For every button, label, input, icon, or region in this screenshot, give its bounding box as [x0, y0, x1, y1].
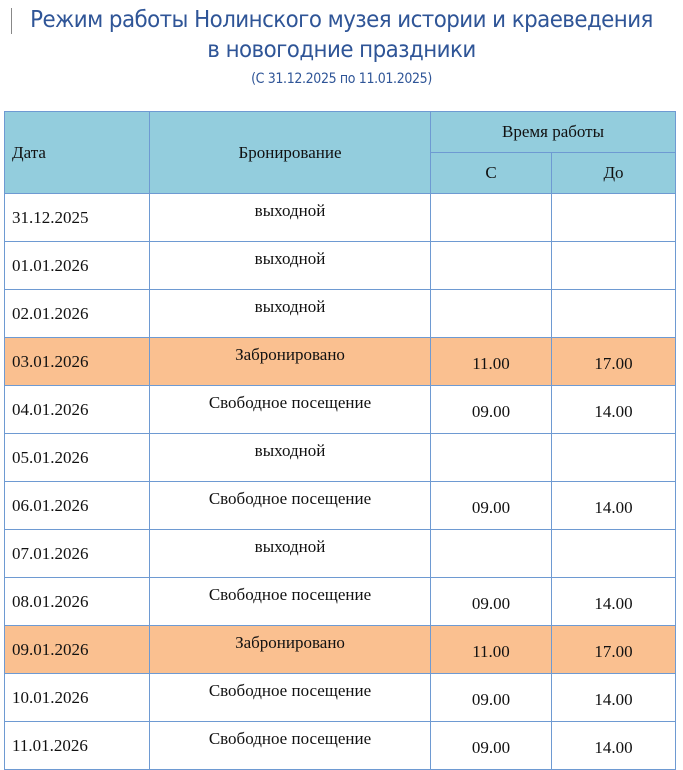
table-row	[5, 290, 676, 338]
table-row	[5, 482, 676, 530]
from-time-cell	[431, 434, 552, 482]
booking-cell: Свободное посещение	[150, 578, 431, 626]
to-time-cell: 14.00	[552, 578, 676, 626]
from-time-cell	[431, 290, 552, 338]
table-row	[5, 386, 676, 434]
header-booking: Бронирование	[150, 112, 431, 194]
table-row	[5, 530, 676, 578]
table-row	[5, 578, 676, 626]
booking-cell: Забронировано	[150, 338, 431, 386]
date-cell: 06.01.2026	[5, 482, 150, 530]
date-cell: 05.01.2026	[5, 434, 150, 482]
header-date: Дата	[5, 112, 150, 194]
text-cursor	[11, 8, 12, 34]
title-date-range: (С 31.12.2025 по 11.01.2025)	[251, 71, 432, 87]
date-cell: 01.01.2026	[5, 242, 150, 290]
from-time-cell: 09.00	[431, 722, 552, 770]
date-cell: 03.01.2026	[5, 338, 150, 386]
to-time-cell: 14.00	[552, 722, 676, 770]
date-cell: 08.01.2026	[5, 578, 150, 626]
booking-cell: Свободное посещение	[150, 722, 431, 770]
booking-cell: выходной	[150, 290, 431, 338]
from-time-cell: 11.00	[431, 338, 552, 386]
header-to: До	[552, 153, 676, 194]
table-row	[5, 194, 676, 242]
to-time-cell: 14.00	[552, 674, 676, 722]
booking-cell: Свободное посещение	[150, 386, 431, 434]
date-cell: 04.01.2026	[5, 386, 150, 434]
title-line-2: в новогодние праздники	[207, 37, 476, 63]
table-row	[5, 674, 676, 722]
booking-cell: Свободное посещение	[150, 674, 431, 722]
schedule-table	[4, 111, 676, 770]
header-from: С	[431, 153, 552, 194]
from-time-cell: 09.00	[431, 674, 552, 722]
to-time-cell: 14.00	[552, 386, 676, 434]
table-row	[5, 722, 676, 770]
table-row	[5, 434, 676, 482]
table-row	[5, 338, 676, 386]
table-row	[5, 242, 676, 290]
to-time-cell: 17.00	[552, 338, 676, 386]
to-time-cell: 14.00	[552, 482, 676, 530]
date-cell: 11.01.2026	[5, 722, 150, 770]
header-row	[5, 112, 676, 153]
from-time-cell: 11.00	[431, 626, 552, 674]
booking-cell: выходной	[150, 434, 431, 482]
table-row	[5, 626, 676, 674]
date-cell: 31.12.2025	[5, 194, 150, 242]
booking-cell: Забронировано	[150, 626, 431, 674]
booking-cell: выходной	[150, 242, 431, 290]
date-cell: 02.01.2026	[5, 290, 150, 338]
date-cell: 09.01.2026	[5, 626, 150, 674]
from-time-cell	[431, 530, 552, 578]
to-time-cell	[552, 242, 676, 290]
to-time-cell	[552, 530, 676, 578]
from-time-cell: 09.00	[431, 482, 552, 530]
date-cell: 07.01.2026	[5, 530, 150, 578]
from-time-cell: 09.00	[431, 578, 552, 626]
from-time-cell	[431, 242, 552, 290]
booking-cell: Свободное посещение	[150, 482, 431, 530]
header-work-time: Время работы	[431, 112, 676, 153]
to-time-cell	[552, 290, 676, 338]
date-cell: 10.01.2026	[5, 674, 150, 722]
booking-cell: выходной	[150, 530, 431, 578]
to-time-cell: 17.00	[552, 626, 676, 674]
title-line-1: Режим работы Нолинского музея истории и краеведения	[30, 7, 653, 33]
booking-cell: выходной	[150, 194, 431, 242]
to-time-cell	[552, 194, 676, 242]
from-time-cell	[431, 194, 552, 242]
from-time-cell: 09.00	[431, 386, 552, 434]
to-time-cell	[552, 434, 676, 482]
